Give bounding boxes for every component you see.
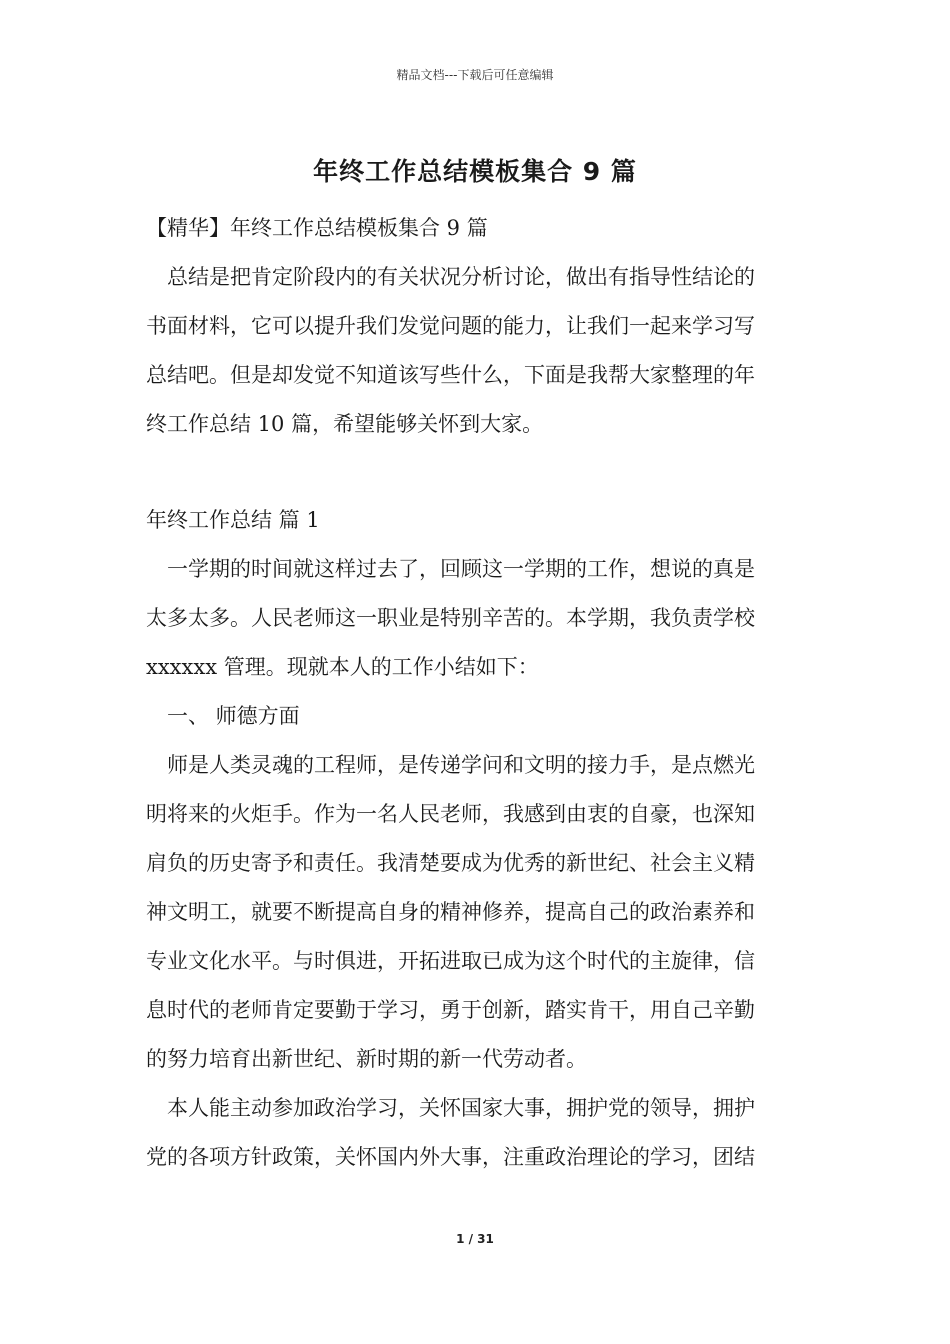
text-line: 本人能主动参加政治学习，关怀国家大事，拥护党的领导，拥护 xyxy=(146,1096,755,1120)
text-line: 肩负的历史寄予和责任。我清楚要成为优秀的新世纪、社会主义精 xyxy=(146,851,755,875)
text-line: xxxxxx 管理。现就本人的工作小结如下： xyxy=(146,655,539,679)
text-line: 一学期的时间就这样过去了，回顾这一学期的工作，想说的真是 xyxy=(146,557,755,581)
text-line: 明将来的火炬手。作为一名人民老师，我感到由衷的自豪，也深知 xyxy=(146,802,755,826)
text-line: 息时代的老师肯定要勤于学习，勇于创新，踏实肯干，用自己辛勤 xyxy=(146,998,755,1022)
paragraph-2 xyxy=(146,741,806,1084)
text-line: 的努力培育出新世纪、新时期的新一代劳动者。 xyxy=(146,1047,587,1071)
document-body xyxy=(146,204,806,1182)
section-heading: 年终工作总结 篇 1 xyxy=(146,508,320,532)
text-line: 终工作总结 10 篇，希望能够关怀到大家。 xyxy=(146,412,544,436)
text-line: 党的各项方针政策，关怀国内外大事，注重政治理论的学习，团结 xyxy=(146,1145,755,1169)
page-header: 精品文档---下载后可任意编辑 xyxy=(396,68,554,82)
paragraph-3 xyxy=(146,1084,806,1182)
sub-heading: 一、 师德方面 xyxy=(146,704,300,728)
text-line: 总结是把肯定阶段内的有关状况分析讨论，做出有指导性结论的 xyxy=(146,265,755,289)
paragraph-1 xyxy=(146,545,806,692)
text-line: 师是人类灵魂的工程师，是传递学问和文明的接力手，是点燃光 xyxy=(146,753,755,777)
text-line: 书面材料，它可以提升我们发觉问题的能力，让我们一起来学习写 xyxy=(146,314,755,338)
text-line: 专业文化水平。与时俱进，开拓进取已成为这个时代的主旋律，信 xyxy=(146,949,755,973)
intro-paragraph xyxy=(146,253,806,449)
page-indicator: 1 / 31 xyxy=(456,1232,494,1246)
document-title: 年终工作总结模板集合 9 篇 xyxy=(313,157,637,186)
text-line: 太多太多。人民老师这一职业是特别辛苦的。本学期，我负责学校 xyxy=(146,606,755,630)
text-line: 神文明工，就要不断提高自身的精神修养，提高自己的政治素养和 xyxy=(146,900,755,924)
text-line: 总结吧。但是却发觉不知道该写些什么，下面是我帮大家整理的年 xyxy=(146,363,755,387)
subtitle: 【精华】年终工作总结模板集合 9 篇 xyxy=(146,216,488,240)
spacer xyxy=(146,449,806,496)
